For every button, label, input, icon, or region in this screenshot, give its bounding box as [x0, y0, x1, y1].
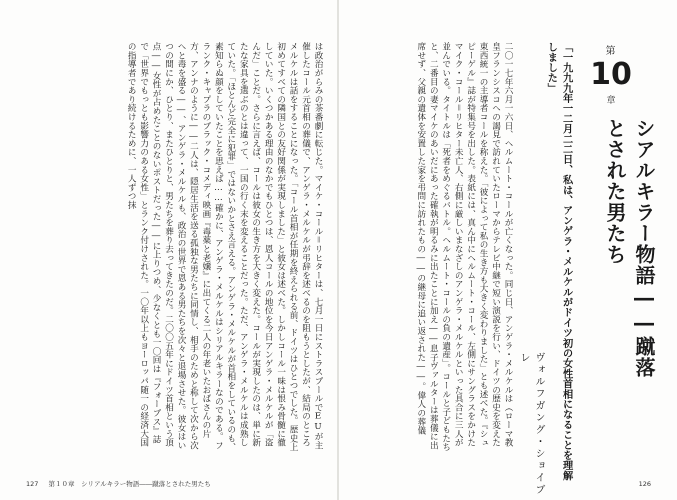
left-page-number: 127 — [26, 480, 39, 488]
chapter-suffix: 章 — [606, 96, 616, 106]
left-page-body: は政治がらみの茶番劇に転じた。マイケ・コール＝リヒターは、七月一日にストラスブールでEUが主催したコール元首相の葬儀で、アンゲラ・メルケルが弔辞を述べるのを阻もうとしたが、結局のところメルケルは話をすることになった。「コール首相が任期を終えられる前、ドイツはひとつでした。歴史上初めてすべての隣国との友好関係が実現しました」と彼女は述べた。しかしコール一味は恨み骨髄に徹していた。いくつかある理由のなかでもひとつは、恩人コールの地位を今日アンゲラ・メルケルが「盗んだ」ことだ。さらに言えば、コールは彼女の生き方を大きく変えた。コールが実現したのは、単に新たな家具を選ぶのとは違って、一国の行く末を変えることだった。ただ、アンゲラ・メルケルは成熟していた。「ほとんど完全に犯罪」ではないかとさえ言える。アンゲラ・メルケルが首相をしているのも、素知らぬ顔をしていたことを思えば……確かに、アンゲラ・メルケルはシリアルキラーなのである。フランク・キャプラのブラック・コメディ映画『毒薬と老嬢』に出てくる二人の年老いたおばさんの片方、アンナのように――二人は、隠居生活を送る孤独な男たちに同情し、相手のためと称して次から次へと毒を盛る――、アンゲラ・メルケルも、政治の世界で恩ある男たちを次々と退場させた。彼女はいつの間にか、ひとり、またひとりと、男たちを葬り去ってきたのだ。二〇〇五年にドイツ首相という頂点――女性が占めたことのないポストだった――に上りつめ、少なくとも一〇回は『フォーブス』誌で「世界でもっとも影響力のある女性」とランク付けされた。一〇年以上もヨーロッパ随一の経済大国の指導者であり続けるために、一人ずつ抹 — [126, 42, 323, 452]
epigraph-quote: 「一九九九年一二月二二日、私は、アンゲラ・メルケルがドイツ初の女性首相になることを理解しました」 — [545, 42, 572, 481]
left-footer — [26, 479, 211, 488]
chapter-number: 10 — [590, 57, 632, 92]
chapter-title: シアルキラー物語――蹴落とされた男たち — [603, 118, 656, 378]
right-footer — [639, 480, 651, 488]
epigraph-author: ヴォルフガング・ショイブレ — [518, 352, 544, 496]
right-page-number: 126 — [638, 480, 651, 488]
running-header: 第１０章 シリアルキラー物語――蹴落とされた男たち — [48, 480, 211, 488]
chapter-label: 第 — [605, 46, 617, 57]
right-page-body: 二〇一七年六月一六日、ヘルムート・コールが亡くなった。同じ日、アンゲラ・メルケルは（ローマ教皇フランシスコへの謁見で訪れていたローマからテレビ中継で短い演説を行い、ドイツの歴史を変えた東西統一の主導者コールを称えた。「彼によって私の生き方も大きく変わりました」とも述べた。『シュピーゲル』誌が特集号を出した。表紙には、真ん中にヘルムート・コール、左側にサングラスをかけたマイク・コール＝リヒター未亡人、右側に厳しいまなざしのアンゲラ・メルケルといった具合に三人が並んでいる。タイトルは「死者をめぐるバトル。ヘルムート・コールの負の遺産」。コールと子どもたちと、二番目の妻マイケのあいだにあった確執が明るみに出たことに加え――息子ヴァルターは葬儀に出席せず、父親の遺体を安置した家を弔問に訪れたもの――の継母に追い返された――。偉人の葬儀 — [415, 42, 513, 452]
book-gutter — [337, 0, 339, 500]
chapter-heading — [580, 42, 642, 106]
